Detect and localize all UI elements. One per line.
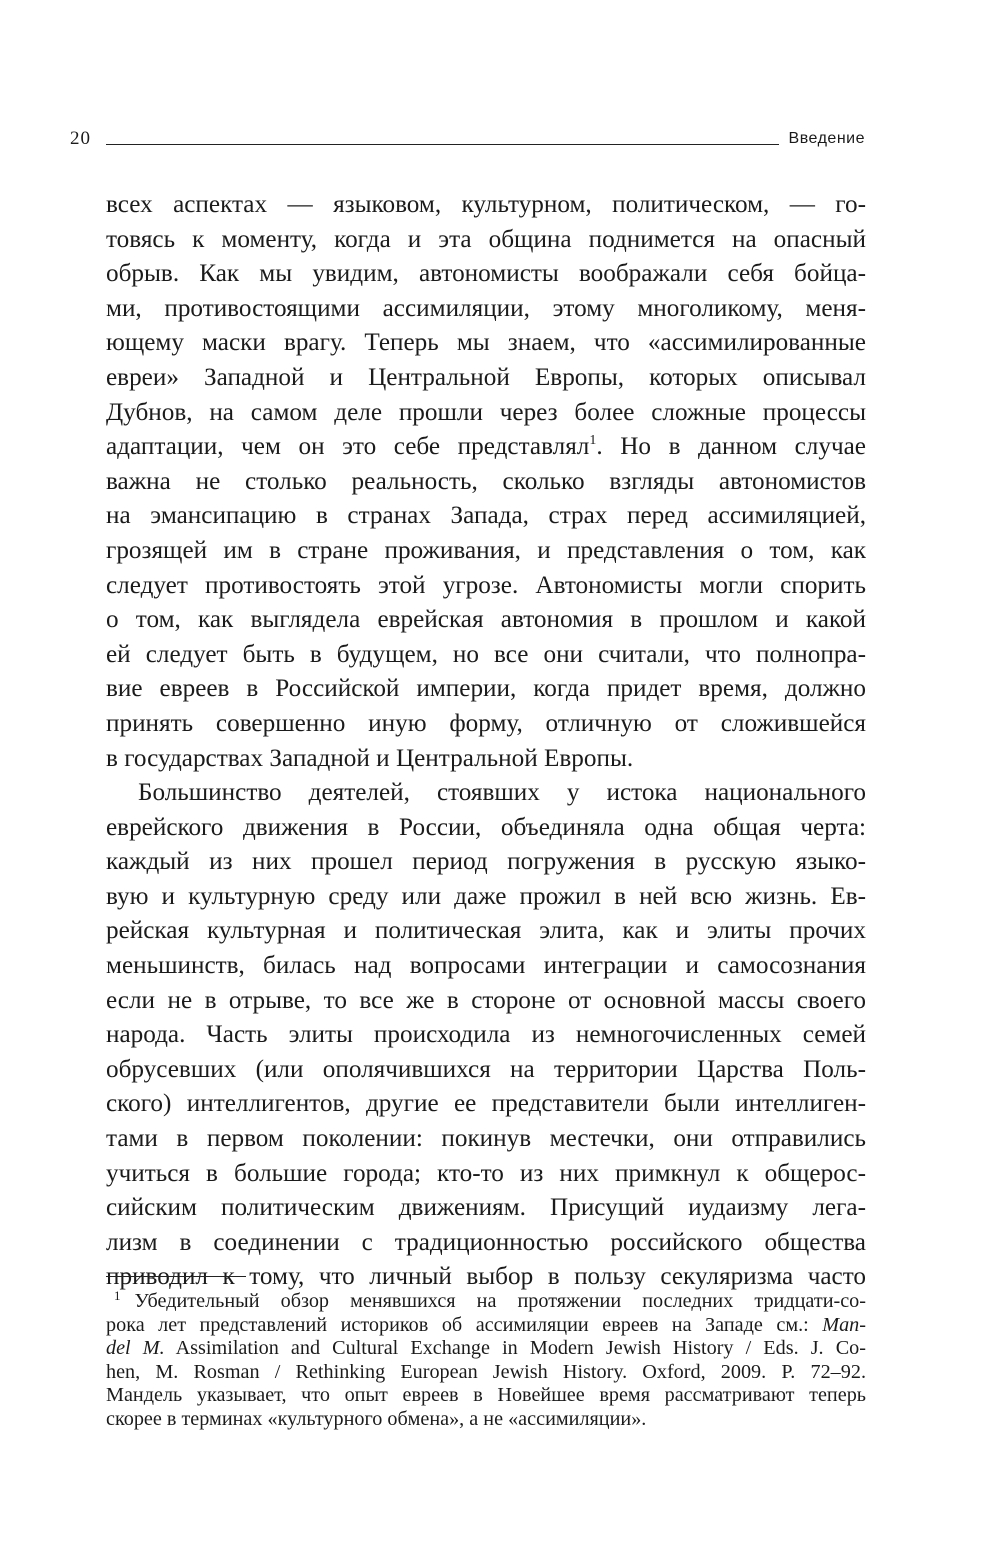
text-segment: . Но в данном случае (596, 433, 866, 461)
footnote-marker: 1 (114, 1288, 121, 1303)
text-line: вую и культурную среду или даже прожил в ней всю жизнь. Ев- (106, 882, 866, 910)
footnote-author-italic: del M. (106, 1337, 165, 1359)
text-line: Дубнов, на самом деле прошли через более сложные процессы (106, 398, 866, 426)
page-number: 20 (70, 128, 91, 149)
text-line: грозящей им в стране проживания, и представления о том, как (106, 536, 866, 564)
text-line: на эмансипацию в странах Запада, страх перед ассимиляцией, (106, 502, 866, 530)
footnote-line: Мандель указывает, что опыт евреев в Новейшее время рассматривают теперь (106, 1384, 866, 1406)
footnote-line (106, 1314, 866, 1338)
text-line: о том, как выглядела еврейская автономия в прошлом и какой (106, 606, 866, 634)
text-line: тами в первом поколении: покинув местечки, они отправились (106, 1125, 866, 1153)
paragraph-first-line: Большинство деятелей, стоявших у истока национального (138, 779, 866, 807)
text-line: меньшинств, билась над вопросами интеграции и самосознания (106, 952, 866, 980)
body-text (106, 188, 866, 1295)
text-line-with-footnote-ref (106, 430, 866, 465)
footnote-text: Assimilation and Cultural Exchange in Modern Jewish History / Eds. J. Co- (164, 1337, 866, 1359)
text-line: важна не столько реальность, сколько взгляды автономистов (106, 467, 866, 495)
text-line: ми, противостоящими ассимиляции, этому многоликому, меня- (106, 294, 866, 322)
text-line: обрыв. Как мы увидим, автономисты воображали себя бойца- (106, 260, 866, 288)
text-line: товясь к моменту, когда и эта община поднимется на опасный (106, 225, 866, 253)
text-line: народа. Часть элиты происходила из немногочисленных семей (106, 1021, 866, 1049)
footnote-line (106, 1337, 866, 1361)
text-line: обрусевших (или ополячившихся на территории Царства Поль- (106, 1055, 866, 1083)
footnote-line: скорее в терминах «культурного обмена», а не «ассимиляции». (106, 1407, 647, 1430)
header-rule (106, 144, 779, 145)
running-head: Введение (788, 130, 865, 147)
text-line: приводил к тому, что личный выбор в пользу секуляризма часто (106, 1263, 866, 1291)
text-line: евреи» Западной и Центральной Европы, которых описывал (106, 363, 866, 391)
text-line: еврейского движения в России, объединяла одна общая черта: (106, 813, 866, 841)
text-line: ей следует быть в будущем, но все они считали, что полнопра- (106, 640, 866, 668)
text-line: следует противостоять этой угрозе. Автономисты могли спорить (106, 571, 866, 599)
text-line: в государствах Западной и Центральной Европы. (106, 744, 634, 772)
text-line: ского) интеллигентов, другие ее представители были интеллиген- (106, 1090, 866, 1118)
footnote-line: hen, M. Rosman / Rethinking European Jewish History. Oxford, 2009. P. 72–92. (106, 1360, 866, 1383)
text-line: вие евреев в Российской империи, когда придет время, должно (106, 675, 866, 703)
text-line: если не в отрыве, то все же в стороне от основной массы своего (106, 986, 866, 1014)
text-segment: адаптации, чем он это себе представлял (106, 433, 590, 461)
footnote-author-italic: Man- (822, 1313, 866, 1336)
text-line: лизм в соединении с традиционностью российского общества (106, 1228, 866, 1256)
text-line: сийским политическим движениям. Присущий иудаизму лега- (106, 1194, 866, 1222)
text-line: рейская культурная и политическая элита, как и элиты прочих (106, 917, 866, 945)
footnote-text: Убедительный обзор менявшихся на протяжении последних тридцати-со- (134, 1290, 866, 1312)
page-header (70, 128, 865, 152)
text-line: всех аспектах — языковом, культурном, политическом, — го- (106, 191, 866, 218)
text-line: учиться в большие города; кто-то из них примкнул к общерос- (106, 1159, 866, 1187)
footnote (106, 1290, 866, 1431)
footnote-text: рока лет представлений историков об ассимиляции евреев на Западе см.: (106, 1313, 823, 1336)
footnote-line (106, 1290, 866, 1314)
text-line: ющему маски врагу. Теперь мы знаем, что «ассимилированные (106, 329, 866, 357)
text-line: принять совершенно иную форму, отличную от сложившейся (106, 709, 866, 737)
footnote-separator (106, 1276, 246, 1277)
footnote-reference[interactable]: 1 (589, 433, 597, 449)
text-line: каждый из них прошел период погружения в русскую языко- (106, 848, 866, 876)
